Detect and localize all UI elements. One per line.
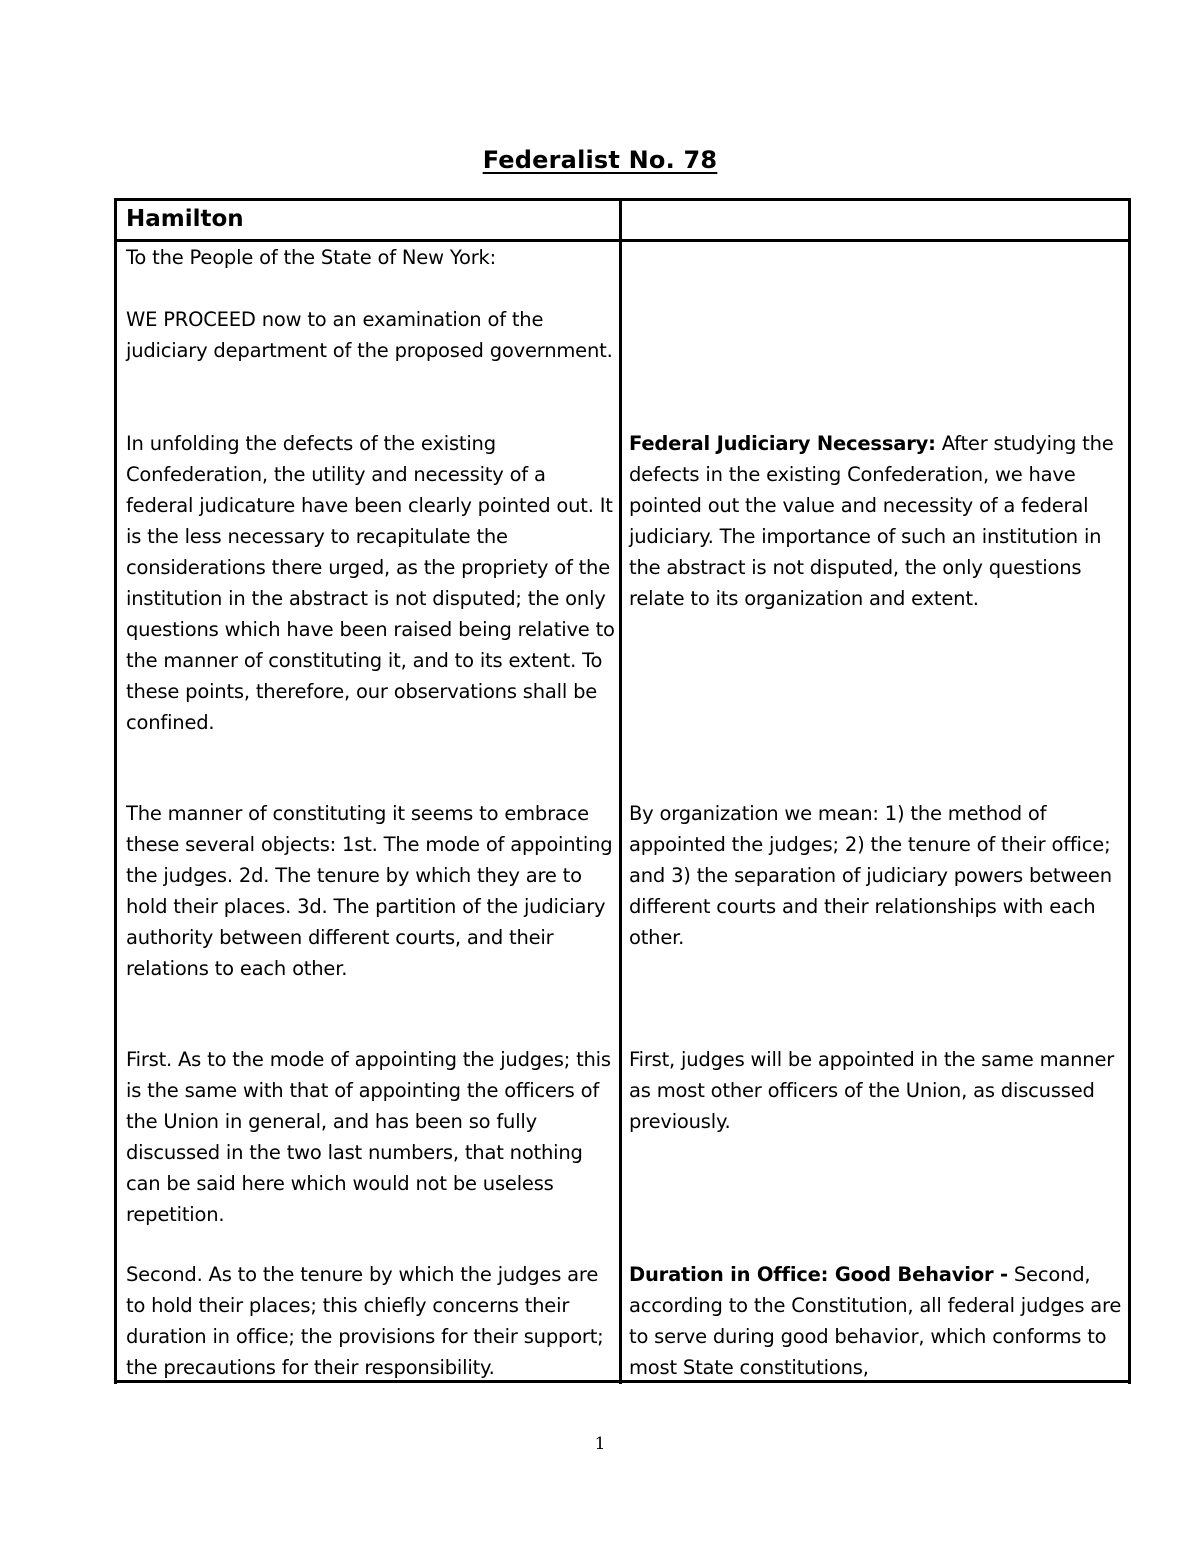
original-paragraph-3: The manner of constituting it seems to embrace these several objects: 1st. The mode of appointing the judges. 2d. The tenure by which they are to hold their places. 3d. The partition of the judiciary authority between different courts, and their relations to each other. xyxy=(126,802,613,980)
summary-text-3: First, judges will be appointed in the same manner as most other officers of the Union, as discussed previously. xyxy=(629,1048,1115,1133)
summary-paragraph-2 xyxy=(629,798,1125,953)
document-title: Federalist No. 78 xyxy=(482,146,718,174)
summary-heading-1: Federal Judiciary Necessary: xyxy=(629,432,936,455)
summary-text-2: By organization we mean: 1) the method of appointed the judges; 2) the tenure of their office; and 3) the separation of judiciary powers between different courts and their relationships with each other. xyxy=(629,802,1112,949)
summary-text-1: After studying the defects in the existing Confederation, we have pointed out the value and necessity of a federal judiciary. The importance of such an institution in the abstract is not disputed, the only questions relate to its organization and extent. xyxy=(629,432,1114,610)
summary-paragraph-3 xyxy=(629,1044,1125,1137)
column-divider xyxy=(619,201,622,1384)
summary-text-4: Second, according to the Constitution, all federal judges are to serve during good behavior, which conforms to most State constitutions, xyxy=(629,1263,1122,1379)
table-bottom-border xyxy=(114,1380,1131,1383)
original-salutation: To the People of the State of New York: xyxy=(126,246,496,269)
summary-paragraph-4 xyxy=(629,1259,1125,1383)
summary-heading-4: Duration in Office: Good Behavior - xyxy=(629,1263,1008,1286)
header-cell-left: Hamilton xyxy=(126,206,244,232)
summary-paragraph-1 xyxy=(629,428,1125,614)
original-paragraph-1: WE PROCEED now to an examination of the judiciary department of the proposed government. xyxy=(126,308,613,362)
original-paragraph-4: First. As to the mode of appointing the judges; this is the same with that of appointing the officers of the Union in general, and has been so fully discussed in the two last numbers, that nothing can be said here which would not be useless repetition. xyxy=(126,1048,611,1226)
comparison-table xyxy=(114,198,1131,1384)
original-paragraph-5: Second. As to the tenure by which the judges are to hold their places; this chiefly concerns their duration in office; the provisions for their support; the precautions for their responsibility. xyxy=(126,1263,604,1379)
original-paragraph-2: In unfolding the defects of the existing Confederation, the utility and necessity of a federal judicature have been clearly pointed out. It is the less necessary to recapitulate the considerations there urged, as the propriety of the institution in the abstract is not disputed; the only questions which have been raised being relative to the manner of constituting it, and to its extent. To these points, therefore, our observations shall be confined. xyxy=(126,432,615,734)
page-number: 1 xyxy=(594,1434,606,1454)
